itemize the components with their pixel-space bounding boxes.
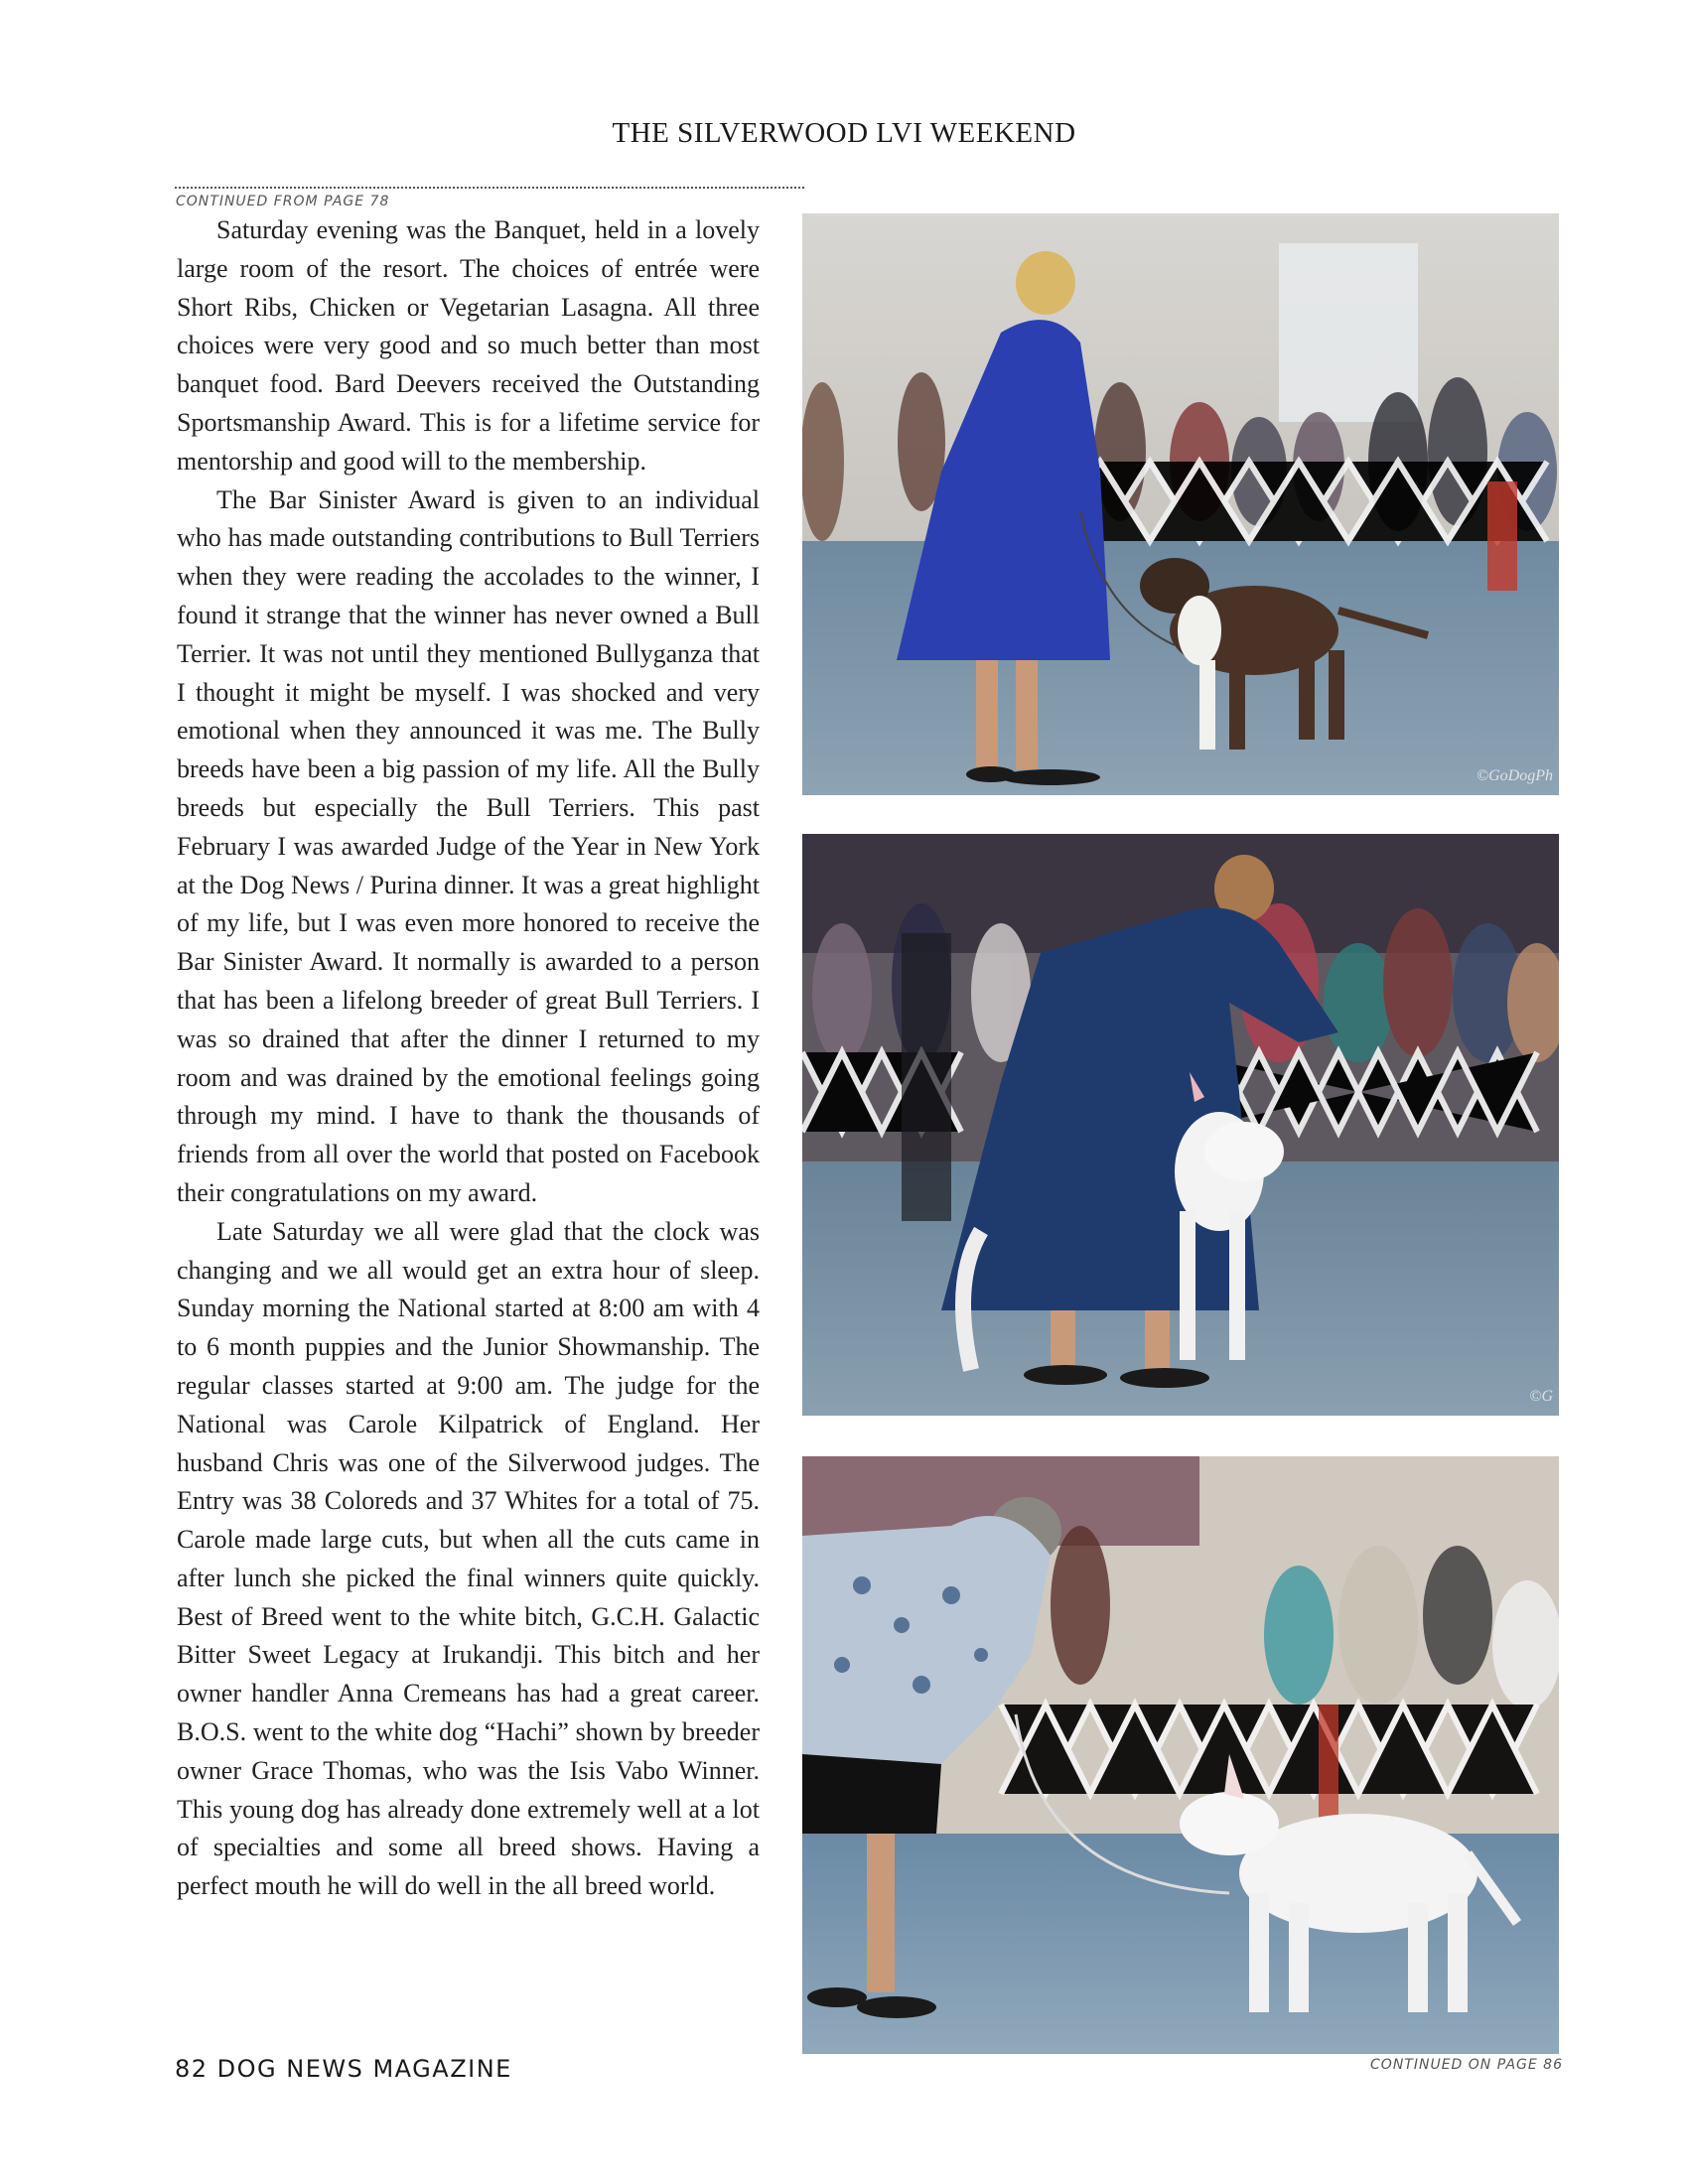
photo-watermark: ©G [1529,1388,1553,1405]
photo-judge-blue-dress-brindle-terrier [802,213,1559,795]
photo-watermark: ©GoDogPh [1476,767,1553,784]
dotted-divider [175,187,804,189]
page-header-title: THE SILVERWOOD LVI WEEKEND [612,117,1076,149]
continued-on-label: CONTINUED ON PAGE 86 [1370,2057,1563,2073]
article-paragraph: Late Saturday we all were glad that the clock was changing and we all would get an extra hour of sleep. Sunday morning the National started at 8:00 am with 4 to 6 month puppies and the Junior Showmanship. The regular classes started at 9:00 am. The judge for the National was Carole Kilpatrick of England. Her husband Chris was one of the Silverwood judges. The Entry was 38 Coloreds and 37 Whites for a total of 75. Carole made large cuts, but when all the cuts came in after lunch she picked the final winners quite quickly. Best of Breed went to the white bitch, G.C.H. Galactic Bitter Sweet Legacy at Irukandji. This bitch and her owner handler Anna Cremeans has had a great career. B.O.S. went to the white dog “Hachi” shown by breeder owner Grace Thomas, who was the Isis Vabo Winner. This young dog has already done extremely well at a lot of specialties and some all breed shows. Having a perfect mouth he will do well in the all breed world. [177,1216,760,1901]
photo-judge-floral-blouse-white-terrier [802,1456,1559,2054]
page-folio: 82 DOG NEWS MAGAZINE [175,2055,512,2083]
continued-from-label: CONTINUED FROM PAGE 78 [176,194,390,209]
article-paragraph: The Bar Sinister Award is given to an individual who has made outstanding contributions to Bull Terriers when they were reading the accolades to the winner, I found it strange that the winner has never owned a Bull Terrier. It was not until they mentioned Bullyganza that I thought it might be myself. I was shocked and very emotional when they announced it was me. The Bully breeds have been a big passion of my life. All the Bully breeds but especially the Bull Terriers. This past February I was awarded Judge of the Year in New York at the Dog News / Purina dinner. It was a great highlight of my life, but I was even more honored to receive the Bar Sinister Award. It normally is awarded to a person that has been a lifelong breeder of great Bull Terriers. I was so drained that after the dinner I returned to my room and was drained by the emotional feelings going through my mind. I have to thank the thousands of friends from all over the world that posted on Facebook their congratulations on my award. [177,484,760,1207]
article-paragraph: Saturday evening was the Banquet, held in a lovely large room of the resort. The choices of entrée were Short Ribs, Chicken or Vegetarian Lasagna. All three choices were very good and so much better than most banquet food. Bard Deevers received the Outstanding Sportsmanship Award. This is for a lifetime service for mentorship and good will to the membership. [177,215,760,476]
article-body [177,211,760,1906]
photo-judge-navy-dress-white-terrier [802,834,1559,1416]
